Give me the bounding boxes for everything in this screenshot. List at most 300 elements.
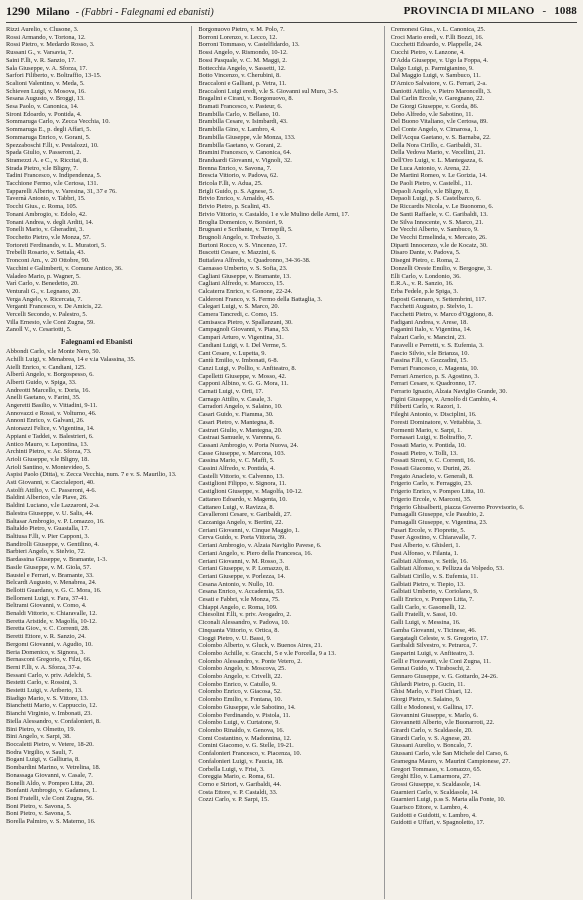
directory-entry: Buttafava Alfredo, v. Quadronno, 34-36-38.: [198, 257, 311, 265]
directory-entry: Cagliani Alfredo, v. Marocco, 15.: [198, 280, 285, 288]
directory-entry: Borroni Tommaso, v. Castelfidardo, 13.: [198, 41, 300, 49]
directory-entry: Dell'Acqua Gaetano, v. S. Barnaba, 22.: [390, 133, 491, 141]
directory-entry: Ferrari Cesare, v. Quadronno, 17.: [390, 380, 477, 388]
directory-entry: Beretta Aristide, v. Magolfa, 10-12.: [6, 617, 97, 625]
directory-entry: Ferrari Francesco, c. Magenta, 10.: [390, 364, 479, 372]
column-2: [198, 26, 384, 899]
directory-entry: Fusari Ercole, v. Fioprette, 5.: [390, 526, 466, 534]
directory-entry: Fileghi Antonio, v. Disciplini, 16.: [390, 411, 477, 419]
directory-entry: Cremonesi Gius., v. L. Canonica, 25.: [390, 26, 486, 33]
directory-entry: Bramini Francesco, v. Canonica, 64.: [198, 149, 292, 157]
directory-entry: Canzi Luigi, v. Pollio, v. Anfiteatro, 8.: [198, 364, 297, 372]
directory-entry: Annovazzi e Rossi, v. Volturno, 46.: [6, 409, 97, 417]
directory-entry: Gargatagli Celeste, v. S. Gregorio, 17.: [390, 634, 489, 642]
directory-entry: Ceriani Giovanni, v. Cinque Maggio, 1.: [198, 526, 300, 534]
directory-entry: Botto Vincenzo, v. Cherubini, 8.: [198, 72, 281, 80]
directory-entry: Cattaneo Luigi, v. Ravizza, 8.: [198, 503, 275, 511]
directory-entry: Aielli Enrico, v. Candiani, 125.: [6, 363, 86, 371]
directory-entry: Ceriani Giuseppe, v. Porlezza, 14.: [198, 572, 286, 580]
directory-entry: Castraai Samuele, v. Varenna, 6.: [198, 434, 281, 442]
directory-entry: Giorgi Pietro, v. Salaino, 9.: [390, 696, 461, 704]
directory-entry: Anelli Gaetano, v. Farini, 35.: [6, 394, 81, 402]
directory-entry: Colombo Enrico, v. Giacosa, 52.: [198, 688, 282, 696]
directory-entry: Bernasconi Gregorio, v. Filzi, 66.: [6, 656, 92, 664]
directory-entry: Frigerio Ercole, v. Marconi, 35.: [390, 495, 472, 503]
directory-entry: Fumagalli Giuseppe, v. Vigentina, 23.: [390, 519, 488, 526]
directory-entry: Frigerio Enrico, v. Pompeo Litta, 10.: [390, 488, 485, 496]
directory-entry: Rizzi Aurelio, v. Clusone, 3.: [6, 26, 79, 33]
directory-entry: Ghilardi Pietro, p. Gucin, 11.: [390, 680, 465, 688]
directory-entry: Sesa Paolo, v. Canonica, 14.: [6, 103, 79, 111]
directory-entry: Frigerio Ghisalberti, piazza Governo Provvisorio, 6.: [390, 503, 525, 511]
directory-entry: D'Adda Giuseppe, v. Ugo la Foppa, 4.: [390, 56, 488, 64]
directory-entry: Ferrari Americo, p. S. Agostino, 3.: [390, 372, 480, 380]
directory-entry: Gennai Guido, v. Tiraboschi, 2.: [390, 665, 471, 673]
column-1-bottom-entries: [6, 348, 187, 826]
directory-entry: Berni F.lli, v. A. Sforza, 37-a.: [6, 663, 82, 671]
directory-entry: Tonelli Mario, v. Gheradini, 3.: [6, 226, 84, 234]
directory-entry: Camparì Arturo, v. Vigentina, 31.: [198, 334, 284, 342]
directory-entry: Guarnieri Luigi, p.ss S. Marta alla Fonte, 10.: [390, 796, 506, 804]
directory-entry: Venturali G., v. Legnano, 20.: [6, 287, 80, 295]
directory-entry: Corno e Sirtori, v. Garibaldi, 44.: [198, 780, 282, 788]
directory-entry: Biella Alessandro, v. Confalonieri, 8.: [6, 717, 101, 725]
directory-entry: Casse Giuseppe, v. Marcona, 103.: [198, 449, 286, 457]
directory-entry: Spada Giulio, v. Passeroni, 2.: [6, 149, 82, 157]
directory-columns: [6, 26, 577, 899]
directory-entry: Borella Palmiro, v. S. Materno, 16.: [6, 818, 96, 826]
directory-entry: Carnago Attilio, v. Casale, 3.: [198, 395, 273, 403]
directory-entry: Cavalleroni Cesare, v. Garibaldi, 27.: [198, 511, 292, 519]
directory-entry: Giovannini Giuseppe, v. Marlo, 6.: [390, 711, 478, 719]
directory-entry: Filiberti Carlo, v. Razori, 1.: [390, 403, 462, 411]
directory-entry: Castiglioni Filippo, v. Signora, 11.: [198, 480, 287, 488]
directory-entry: Ceriani Giovanni, v. M. Rosso, 3.: [198, 557, 285, 565]
directory-entry: Sommaruga Enrico, v. Gorani, 5.: [6, 133, 91, 141]
directory-entry: Costa Ettore, v. P. Castaldi, 33.: [198, 788, 278, 796]
directory-entry: Cazzaniga Angelo, v. Bertini, 22.: [198, 519, 284, 526]
directory-entry: Galli Carlo, v. Gasomelli, 12.: [390, 603, 466, 611]
directory-entry: De Luca Antonio, v. Arena, 22.: [390, 164, 471, 172]
directory-entry: Casari Pietro, v. Mantegna, 8.: [198, 418, 275, 426]
directory-entry: Dell'Oro Luigi, v. L. Mantegazza, 6.: [390, 156, 484, 164]
directory-entry: Dalgo Luigi, p. Parmigianino, 9.: [390, 64, 474, 72]
directory-entry: Bestetti Luigi, v. Ariberto, 13.: [6, 687, 83, 695]
directory-entry: Gelli e Fioravanti, v.le Coni Zugna, 11.: [390, 657, 491, 665]
directory-entry: Ceriani Ambrogio, v. Alzaia Naviglio Pavese, 6.: [198, 542, 322, 550]
directory-entry: Brivio Enrico, v. Arnaldo, 45.: [198, 195, 275, 203]
directory-entry: Albertì Angelo, v. Borgospesso, 6.: [6, 371, 94, 379]
directory-entry: Confalonieri Francesco, v. Piacenza, 10.: [198, 750, 302, 758]
directory-entry: Colombo Enrico, v. Catullo, 9.: [198, 680, 277, 688]
directory-entry: Croci Mario eredi, v. F.lli Bozzi, 16.: [390, 33, 484, 41]
directory-entry: Facchetti Pietro, v. Marco d'Oggiono, 8.: [390, 311, 494, 319]
directory-entry: Dal Maggio Luigi, v. Sambuco, 11.: [390, 72, 481, 80]
directory-entry: Giussani Aurelio, v. Boncalo, 7.: [390, 742, 473, 750]
directory-entry: Colombo Achille, v. Gracchi, 5 e v.le Forcella, 9 a 13.: [198, 649, 336, 657]
directory-entry: Castiglioni Giuseppe, v. Magolfa, 10-12.: [198, 488, 303, 496]
directory-entry: Giussani Carlo, v.le San Michele del Carso, 6.: [390, 750, 509, 758]
directory-entry: Boccaletti Pietro, v. Vetere, 18-20.: [6, 740, 94, 748]
directory-entry: Fossati Mario, v. Pontida, 10.: [390, 441, 466, 449]
directory-entry: Beltrami Giovanni, v. Como, 4.: [6, 602, 87, 610]
directory-entry: Buscetti Cesare, v. Mazzini, 6.: [198, 249, 277, 257]
directory-entry: Comini Giacomo, v. G. Stelle, 19-21.: [198, 742, 294, 750]
directory-entry: Fusi Alberto, v. Ghisleri, 1.: [390, 542, 461, 550]
directory-entry: Bellotti Guardano, v. G. C. Mora, 16.: [6, 586, 102, 594]
directory-entry: Galbiati Alfonso, v. Seitle, 16.: [390, 557, 468, 565]
directory-entry: Casari Guido, v. Fiamma, 30.: [198, 411, 274, 419]
directory-entry: Fascio Silvio, v.le Brianza, 10.: [390, 349, 470, 357]
directory-entry: Bombardini Marino, v. Vetrelina, 18.: [6, 764, 101, 772]
directory-entry: Elli Carlo, v. Londonio, 36.: [390, 272, 461, 280]
directory-entry: Boni Fratelli, v.le Coni Zugna, 56.: [6, 794, 94, 802]
directory-entry: Brambilla Cesare, v. Isimbardi, 43.: [198, 118, 288, 126]
directory-entry: Burtoni Rocco, v. S. Vincenzo, 17.: [198, 241, 287, 249]
directory-entry: Giovannetti Alberto, v.le Buonarroti, 22.: [390, 719, 495, 727]
directory-entry: Tacchione Fermo, v.le Certosa, 131.: [6, 180, 99, 188]
directory-entry: Fornasari Luigi, v. Boltraffio, 7.: [390, 434, 473, 442]
directory-entry: Confalonieri Luigi, v. Faucia, 18.: [198, 757, 284, 765]
directory-entry: Ceriani Angelo, v. Piero della Francesca, 16.: [198, 549, 313, 557]
directory-entry: Esposti Gennaro, v. Settembrini, 117.: [390, 295, 487, 303]
directory-entry: Brenna Enrico, v. Savona, 7.: [198, 164, 272, 172]
directory-entry: Disaro Dante, v. Padova, 5.: [390, 249, 461, 257]
directory-entry: Baltasar Ambrogio, v. P. Lomazzo, 16.: [6, 517, 105, 525]
directory-entry: Brigli Guido, p. S. Agnese, 5.: [198, 187, 274, 195]
directory-entry: Tavernà Antonio, v. Tabbri, 15.: [6, 195, 86, 203]
directory-entry: Guidotti e Uffari, v. Spagnoletto, 17.: [390, 819, 485, 827]
directory-entry: Baldini Luciano, v.le Lazzaroni, 2-a.: [6, 502, 100, 510]
directory-entry: De Paoli Pietro, v. Castelbl., 11.: [390, 180, 473, 188]
directory-entry: Cesana Enrico, v. Accademia, 53.: [198, 588, 285, 596]
section-title: Falegnami ed Ebanisti: [60, 337, 133, 347]
directory-entry: Barbieri Angelo, v. Stelvio, 72.: [6, 548, 86, 556]
directory-entry: Alberti Guido, v. Spiga, 33.: [6, 378, 77, 386]
province-title: PROVINCIA DI MILANO: [403, 5, 535, 17]
directory-entry: Benaldi Vittorio, v. Chiaravalle, 12.: [6, 610, 98, 618]
directory-entry: Comi Costantino, v. Madonnina, 12.: [198, 734, 292, 742]
directory-entry: Brambilla Gaetano, v. Gorani, 2.: [198, 141, 282, 149]
directory-entry: Bandirolli Giuseppe, v. Gentilino, 4.: [6, 540, 99, 548]
directory-entry: Fossati Pietro, v. Tolli, 13.: [390, 449, 458, 457]
directory-entry: Bottecchia Angelo, v. Sassetti, 12.: [198, 64, 286, 72]
directory-entry: Bianchi Virginio, v. Imbonati, 23.: [6, 710, 92, 718]
directory-entry: Girardi Carlo, v. S. Agnese, 20.: [390, 734, 471, 742]
directory-entry: Sommaruga E., p. degli Affari, 5.: [6, 126, 92, 134]
directory-entry: Cantù Emilio, v. Imbonati, 6-8.: [198, 357, 279, 365]
directory-entry: Donzelli Oreste Emilio, v. Bergogne, 3.: [390, 264, 492, 272]
directory-entry: Tonani Ambrogio, v. Edolo, 42.: [6, 210, 87, 218]
directory-entry: Fregato Anacleto, v. Generali, 8.: [390, 472, 474, 480]
column-1-top-entries: [6, 26, 187, 334]
directory-entry: Cattaneo Edoardo, v. Magenta, 10.: [198, 495, 288, 503]
directory-entry: Spezzaboschi F.lli, v. Pestalozzi, 10.: [6, 141, 99, 149]
directory-entry: Bergomi Giovanni, v. Agudio, 10.: [6, 640, 93, 648]
directory-entry: Arioli Giuseppe, v.le Bligny, 18.: [6, 455, 89, 463]
directory-entry: Braccaloni e Galliani, p. Vetra, 11.: [198, 79, 287, 87]
directory-entry: Tadini Francesco, v. Indipendenza, 5.: [6, 172, 102, 180]
directory-entry: Belcardi Augusto, v. Menabrea, 24.: [6, 579, 97, 587]
directory-entry: Abbondi Carlo, v.le Monte Nero, 50.: [6, 348, 101, 356]
directory-entry: Baldini Alberico, v.le Piave, 26.: [6, 494, 88, 502]
directory-entry: Zanoll V., v. Cesariotti, 5.: [6, 326, 72, 334]
directory-entry: Della Vedova Mario, v. Vecellini, 21.: [390, 149, 486, 157]
directory-entry: Galbiati Pietro, v. Tiepio, 13.: [390, 580, 465, 588]
directory-entry: Faganini Italo, v. Vigentina, 14.: [390, 326, 472, 334]
directory-entry: Carnati Luigi, v. Orti, 17.: [198, 388, 264, 396]
directory-entry: Galbiati Cirillo, v. S. Eufemia, 11.: [390, 572, 479, 580]
directory-entry: Villa Ernesto, v.le Coni Zugna, 59.: [6, 318, 95, 326]
directory-entry: De Santi Raffaele, v. C. Garibaldi, 13.: [390, 210, 488, 218]
directory-entry: Figini Giuseppe, v. Arnolfo di Cambio, 4.: [390, 395, 498, 403]
directory-entry: Depaoli Luigi, p. S. Castelbarco, 6.: [390, 195, 481, 203]
directory-entry: Fumagalli Giuseppe, v.le Pasubio, 2.: [390, 511, 485, 519]
directory-entry: Antonazzi Felice, v. Vigentina, 14.: [6, 425, 95, 433]
directory-entry: Branduardi Giovanni, v. Vignoli, 32.: [198, 156, 292, 164]
directory-entry: Gramegna Mauro, v. Maurini Campionese, 27.: [390, 757, 511, 765]
directory-entry: Chiesolini F.lli, v. priv. Avogadro, 2.: [198, 611, 292, 619]
directory-entry: Borgonuovo Pietro, v. M. Polo, 7.: [198, 26, 285, 33]
directory-entry: Cant Cesare, v. Lupetta, 9.: [198, 349, 267, 357]
directory-entry: Bessani Carlo, v. priv. Adelchi, 5.: [6, 671, 92, 679]
directory-entry: Trebelli Rosario, v. Settala, 43.: [6, 249, 86, 257]
directory-entry: Castelli Vittorio, v. Calvenno, 13.: [198, 472, 285, 480]
directory-entry: Fadigani Andrea, v. Arese, 18.: [390, 318, 468, 326]
column-3-entries: [391, 26, 573, 827]
directory-entry: Boni Pietro, v. Savona, 5.: [6, 810, 72, 818]
page-code: 1088: [554, 5, 577, 17]
directory-entry: Archinti Pietro, v. Ac. Sforza, 73.: [6, 448, 92, 456]
directory-entry: Galbiati Umberto, v. Coriolano, 9.: [390, 588, 479, 596]
directory-entry: Tapparelli Alberto, v. Varesina, 31, 37 e 76.: [6, 187, 117, 195]
directory-entry: De Silva Innocente, v. S. Marco, 21.: [390, 218, 484, 226]
directory-entry: Bragalini e Cirani, v. Borgonuovo, 8.: [198, 95, 294, 103]
directory-entry: Brivio Pietro, p. Scalini, 43.: [198, 203, 271, 211]
directory-entry: Borroni Lorenzo, v. Lecco, 12.: [198, 33, 278, 41]
directory-entry: Faravelli e Perretti, v. S. Eufemia, 3.: [390, 341, 484, 349]
directory-entry: Aspisi Paolo (Ditta), v. Zecca Vecchia, num. 7 e v. S. Maurilio, 13.: [6, 471, 177, 479]
directory-entry: Beretta Giov., v. C. Correnti, 28.: [6, 625, 90, 633]
directory-entry: Cesana Antonio, v. Nullo, 10.: [198, 580, 274, 588]
directory-entry: Tortoreti Ferdinando, v. L. Muratori, 5.: [6, 241, 106, 249]
directory-entry: Sala Giuseppe, v. A. Sforza, 17.: [6, 64, 88, 72]
directory-entry: Biadigo Mario, v. S. Vittore, 13.: [6, 694, 89, 702]
directory-entry: Tonani Andrea, v. degli Arditi, 14.: [6, 218, 94, 226]
directory-entry: Rossi Armando, v. Tortona, 12.: [6, 33, 86, 41]
directory-entry: Annoni Enrico, v. Galvani, 26.: [6, 417, 85, 425]
directory-entry: Bramati Francesco, v. Pasteur, 6.: [198, 103, 283, 111]
directory-entry: Cerva Guido, v. Porta Vittoria, 39.: [198, 534, 286, 542]
header-right: [404, 5, 577, 17]
directory-entry: Debo Alfredo, v.le Sabotino, 11.: [390, 110, 474, 118]
directory-entry: Guarnieri Carlo, v. Scaldasole, 14.: [390, 788, 479, 796]
directory-entry: E.R.A., v. R. Sanzio, 16.: [390, 280, 454, 288]
directory-entry: Brambilla Carlo, v. Bellano, 10.: [198, 110, 280, 118]
directory-entry: Sironi Edoardo, v. Pontida, 4.: [6, 110, 82, 118]
directory-entry: Bianchetti Mario, v. Cappuccio, 12.: [6, 702, 98, 710]
directory-entry: Brivio Vittorio, v. Castaldo, 1 e v.le Mulino delle Armi, 17.: [198, 210, 350, 218]
directory-entry: Bini Pietro, v. Olmetto, 19.: [6, 725, 76, 733]
directory-entry: Colombo Alessandro, v. Ponte Vetero, 2.: [198, 657, 302, 665]
directory-entry: Beretti Ettore, v. R. Sanzio, 24.: [6, 633, 86, 641]
directory-entry: Corbella Luigi, v. Frisi, 3.: [198, 765, 265, 773]
directory-entry: Arioli Santino, v. Montevideo, 5.: [6, 463, 91, 471]
directory-entry: Dal Carlin Ercole, v. Garegnano, 22.: [390, 95, 485, 103]
directory-entry: Colombo Ferdinando, v. Pistola, 11.: [198, 711, 291, 719]
directory-entry: Cinquanta Vittorio, v. Ortica, 8.: [198, 626, 280, 634]
directory-entry: Stramezzi A. e C., v. Riccitai, 8.: [6, 156, 88, 164]
directory-entry: Gasparini Luigi, v. Anfiteatro, 3.: [390, 649, 475, 657]
directory-entry: Brambilla Giuseppe, v.le Monza, 133.: [198, 133, 296, 141]
directory-entry: Valadeo Mario, p. Wagner, 5.: [6, 272, 81, 280]
directory-entry: Tocchetto Pietro, v.le Monza, 57.: [6, 233, 91, 241]
directory-entry: Basile Giuseppe, v. M. Giola, 57.: [6, 563, 92, 571]
column-2-entries: [198, 26, 379, 804]
directory-entry: Fassina F.lli, v. Gozzadini, 15.: [390, 357, 469, 365]
directory-entry: De Riccardis Nicola, v. Le Buonomo, 6.: [390, 203, 494, 211]
directory-entry: Achilli Luigi, v. Menabrea, 14 e v.ia Valassina, 35.: [6, 355, 136, 363]
directory-entry: Scalioni Valentino, v. Meda, 5.: [6, 79, 85, 87]
directory-entry: Cucchi Pietro, v. Lanzone, 4.: [390, 49, 465, 57]
directory-entry: Galli Fratelli, v. Sassi, 10.: [390, 611, 457, 619]
directory-entry: Girardi Carlo, v. Scaldasole, 20.: [390, 726, 473, 734]
directory-entry: Balestra Giuseppe, v. U. Salis, 44.: [6, 509, 94, 517]
directory-entry: De Vecchi Alberto, v. Sambuco, 9.: [390, 226, 479, 234]
directory-entry: Fuser Agostino, v. Chiaravalle, 7.: [390, 534, 477, 542]
directory-entry: Formenti Mario, v. Sarpi, 1.: [390, 426, 462, 434]
directory-entry: Calderoni Franco, v. S. Fermo della Battaglia, 3.: [198, 295, 323, 303]
directory-entry: Cassina Mario, v. C. Maffi, 5.: [198, 457, 275, 465]
directory-entry: Beria Domenico, v. Signora, 3.: [6, 648, 86, 656]
directory-entry: Greghi Elio, v. Lamarmora, 27.: [390, 773, 471, 781]
directory-entry: Baltiusa F.lli, v. Pier Capponi, 3.: [6, 533, 90, 540]
directory-entry: Guarisco Ettore, v. Lambro, 4.: [390, 804, 469, 812]
directory-entry: Del Conte Angelo, v. Cimarosa, 1.: [390, 126, 479, 134]
directory-entry: Fusi Alfonso, v. Filanta, 1.: [390, 549, 459, 557]
directory-entry: Appiani e Taddei, v. Balestrieri, 6.: [6, 432, 94, 440]
directory-entry: Grossi Giuseppe, v. Scaldasole, 14.: [390, 780, 481, 788]
directory-entry: Varì Carlo, v. Benedetto, 20.: [6, 280, 79, 288]
directory-entry: Calcaterra Enrico, v. Gonone, 22-24.: [198, 287, 293, 295]
directory-entry: Bini Angelo, v. Sarpi, 38.: [6, 733, 71, 741]
directory-entry: Bardassina Giuseppe, v. Bramante, 1-3.: [6, 556, 108, 564]
directory-entry: Camera Tancredi, c. Como, 15.: [198, 311, 278, 319]
directory-entry: Andreotti Marcello, v. Doria, 16.: [6, 386, 91, 394]
directory-entry: Saini F.lli, v. R. Sanzio, 17.: [6, 56, 76, 64]
directory-entry: Boni Pietro, v. Savona, 5.: [6, 802, 72, 810]
directory-entry: Disegni Pietro, c. Roma, 2.: [390, 257, 460, 265]
directory-entry: Cioggi Pietro, v. U. Bassi, 9.: [198, 634, 272, 642]
directory-entry: Cozzi Carlo, v. P. Sarpi, 15.: [198, 796, 269, 804]
directory-entry: Brugnoli Angelo, v. Trebazio, 3.: [198, 233, 281, 241]
directory-entry: Daniotti Attilio, v. Pietro Maroncelli, 3.: [390, 87, 492, 95]
header-left: [6, 4, 214, 19]
directory-entry: Depaoli Angelo, v.le Bligny, 8.: [390, 187, 470, 195]
directory-entry: De Vecchi Ermelinda, v. Mercato, 26.: [390, 233, 487, 241]
directory-entry: Bonfanti Ambrogio, v. Gadames, 1.: [6, 787, 97, 795]
header-separator: -: [542, 5, 547, 17]
directory-entry: Bricola F.lli, v. Adua, 25.: [198, 180, 263, 188]
directory-entry: Broglia Domenico, v. Borsieri, 9.: [198, 218, 284, 226]
directory-entry: Galli Luigi, v. Messina, 16.: [390, 619, 461, 627]
directory-entry: Astolfi Attilio, v. C. Passeroni, 4-6.: [6, 486, 97, 494]
directory-entry: Tronconi Am., v. 20 Ottobre, 90.: [6, 257, 90, 265]
directory-entry: Bonelli Aldo, v. Pompeo Litta, 20.: [6, 779, 94, 787]
directory-entry: Guidotti e Guidotti, v. Lambro, 4.: [390, 811, 477, 819]
directory-entry: Della Nora Cirillo, c. Garibaldi, 31.: [390, 141, 482, 149]
directory-entry: Colombo Angelo, v. Crivelli, 22.: [198, 673, 283, 681]
directory-entry: Colombo Angelo, v. Moscova, 25.: [198, 665, 286, 673]
directory-entry: Russani G., v. Varsavia, 7.: [6, 49, 74, 57]
directory-entry: Brambilla Gino, v. Lambro, 4.: [198, 126, 276, 134]
directory-entry: Candiani Luigi, v. I. Del Verme, 5.: [198, 341, 287, 349]
page-header: [6, 0, 577, 23]
directory-entry: Castrari Giulio, v. Mantegna, 20.: [198, 426, 283, 434]
directory-entry: Ceriani Giuseppe, v. P. Lomazzo, 8.: [198, 565, 290, 573]
directory-entry: Colombo Emilio, v. Fontana, 10.: [198, 696, 283, 704]
directory-entry: Gregori Tommaso, v. Lomazzo, 65.: [390, 765, 482, 773]
directory-entry: Chiappi Angelo, c. Roma, 109.: [198, 603, 278, 611]
directory-entry: Colombo Giuseppe, v.le Sabotino, 14.: [198, 703, 296, 711]
directory-entry: Fossati Giacomo, v. Durini, 26.: [390, 465, 471, 473]
directory-entry: Gennaro Giuseppe, v. G. Gottardo, 24-26.: [390, 673, 498, 681]
directory-entry: Capponi Albino, v. G. G. Mora, 11.: [198, 380, 289, 388]
directory-entry: Garibaldi Silvestro, v. Petrarca, 7.: [390, 642, 478, 650]
directory-entry: Vacchini e Galimberti, v. Comune Antico, 36.: [6, 264, 123, 272]
directory-entry: Cassani Ambrogio, v. Porta Nuova, 24.: [198, 441, 299, 449]
directory-entry: Bogani Luigi, v. Galliuria, 8.: [6, 756, 80, 764]
column-1: [6, 26, 192, 899]
directory-entry: Carradori Angelo, v. Salaino, 10.: [198, 403, 283, 411]
directory-entry: Coreggia Mario, c. Roma, 61.: [198, 773, 275, 781]
directory-entry: Braccaloni Luigi eredi, v.le S. Giovanni sul Muro, 3-5.: [198, 87, 339, 95]
directory-entry: Bossi Angelo, v. Rismondo, 10-12.: [198, 49, 288, 57]
city-title: Milano: [36, 5, 70, 18]
directory-entry: Gamba Giovanni, v. Ticinese, 46.: [390, 626, 477, 634]
directory-entry: Baustel e Ferrari, v. Bramante, 33.: [6, 571, 94, 579]
directory-entry: Campagnoli Giovanni, v. Piana, 53.: [198, 326, 290, 334]
directory-entry: Sommaruga Carlo, v. Zecca Vecchia, 10.: [6, 118, 110, 126]
directory-entry: Falzari Carlo, v. Mancini, 23.: [390, 334, 466, 342]
directory-entry: Verga Angelo, v. Ricercata, 7.: [6, 295, 83, 303]
directory-entry: Cesati e Fabbri, v.le Monza, 75.: [198, 596, 280, 604]
directory-entry: Ciconali Alessandro, v. Padova, 10.: [198, 619, 290, 627]
directory-entry: Ghisi Marlo, v. Fiori Chiari, 12.: [390, 688, 473, 696]
directory-entry: Rossi Pietro, v. Medardo Rosso, 3.: [6, 41, 95, 49]
directory-entry: Ferrario Ignazio, Alzaia Naviglio Grande, 30.: [390, 388, 508, 396]
directory-entry: Bossi Pasquale, v. C. M. Maggi, 2.: [198, 56, 288, 64]
directory-entry: Fossati Sironi, v. C. Correnti, 16.: [390, 457, 476, 465]
directory-entry: Vercelli Secondo, v. Palestro, 5.: [6, 311, 88, 319]
directory-entry: Asti Giovanni, v. Caccialepori, 40.: [6, 479, 95, 487]
directory-entry: Foresti Dominatore, v. Vettabbia, 3.: [390, 418, 482, 426]
directory-entry: Calegari Luigi, v. S. Marco, 20.: [198, 303, 280, 311]
directory-entry: Bestetti Carlo, v. Rossini, 3.: [6, 679, 78, 687]
directory-entry: Verganti Francesco, v. De Amicis, 22.: [6, 303, 103, 311]
directory-entry: Capelletti Giuseppe, v. Mosso, 42.: [198, 372, 287, 380]
directory-entry: Camisasca Pietro, v. Spallanzani, 30.: [198, 318, 293, 326]
directory-entry: De Giorgi Giuseppe, v. Gorda, 86.: [390, 103, 479, 111]
directory-entry: Schieven Luigi, v. Mosova, 16.: [6, 87, 86, 95]
directory-entry: Sarfori Filiberto, v. Boltraffio, 13-15.: [6, 72, 102, 80]
directory-entry: Brugnani e Scribante, v. Ternopili, 5.: [198, 226, 293, 234]
directory-entry: Galli Enrico, v. Pompeo Litta, 7.: [390, 596, 474, 604]
directory-entry: Sesana Augusto, v. Broggi, 13.: [6, 95, 85, 103]
directory-entry: Bonassaga Giovanni, v. Casale, 7.: [6, 771, 93, 779]
directory-entry: Caenasso Umberto, v. S. Sofia, 23.: [198, 264, 288, 272]
directory-entry: Frigerio Carlo, v. Ferraggio, 23.: [390, 480, 473, 488]
